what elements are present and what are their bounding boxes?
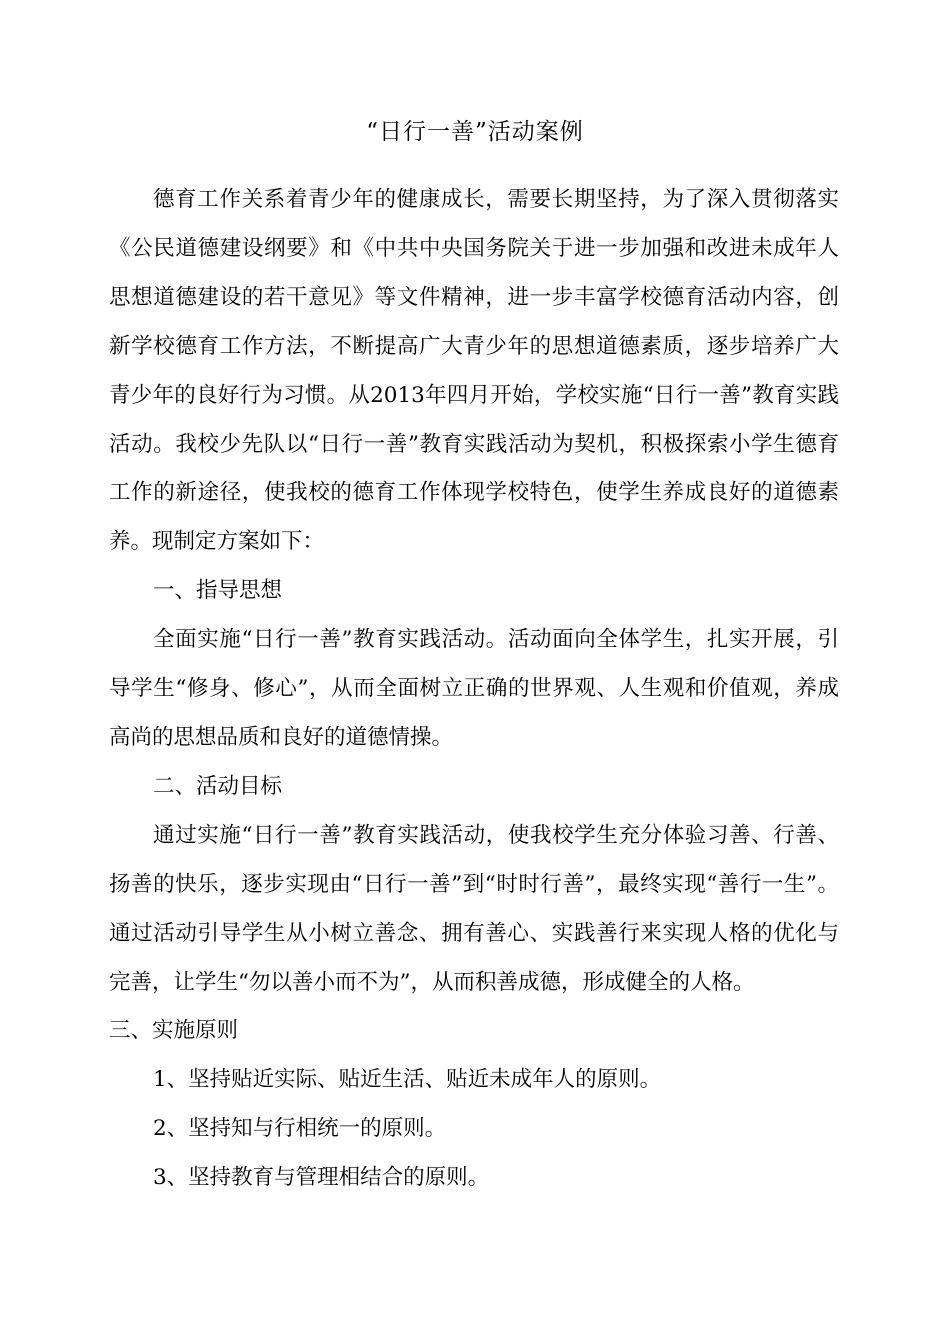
heading-implementation-principles: 三、实施原则 <box>109 1018 239 1044</box>
document-title: “日行一善”活动案例 <box>366 119 584 145</box>
list-item-principle-3: 3、坚持教育与管理相结合的原则。 <box>153 1165 490 1191</box>
list-item-principle-2: 2、坚持知与行相统一的原则。 <box>153 1116 447 1142</box>
list-item-principle-1: 1、坚持贴近实际、贴近生活、贴近未成年人的原则。 <box>153 1067 662 1093</box>
heading-activity-goals: 二、活动目标 <box>153 773 283 799</box>
heading-guiding-ideology: 一、指导思想 <box>153 578 283 604</box>
document-body <box>109 176 839 1203</box>
paragraph-intro: 德育工作关系着青少年的健康成长，需要长期坚持，为了深入贯彻落实《公民道德建设纲要》和《中共中央国务院关于进一步加强和改进未成年人思想道德建设的若干意见》等文件精神，进一步丰富学校德育活动内容，创新学校德育工作方法，不断提高广大青少年的思想道德素质，逐步培养广大青少年的良好行为习惯。从2013年四月开始，学校实施“日行一善”教育实践活动。我校少先队以“日行一善”教育实践活动为契机，积极探索小学生德育工作的新途径，使我校的德育工作体现学校特色，使学生养成良好的道德素养。现制定方案如下： <box>109 187 839 555</box>
paragraph-activity-goals: 通过实施“日行一善”教育实践活动，使我校学生充分体验习善、行善、扬善的快乐，逐步实现由“日行一善”到“时时行善”，最终实现“善行一生”。通过活动引导学生从小树立善念、拥有善心、实践善行来实现人格的优化与完善，让学生“勿以善小而不为”，从而积善成德，形成健全的人格。 <box>109 822 839 995</box>
paragraph-guiding-ideology: 全面实施“日行一善”教育实践活动。活动面向全体学生，扎实开展，引导学生“修身、修心”，从而全面树立正确的世界观、人生观和价值观，养成高尚的思想品质和良好的道德情操。 <box>109 627 839 750</box>
